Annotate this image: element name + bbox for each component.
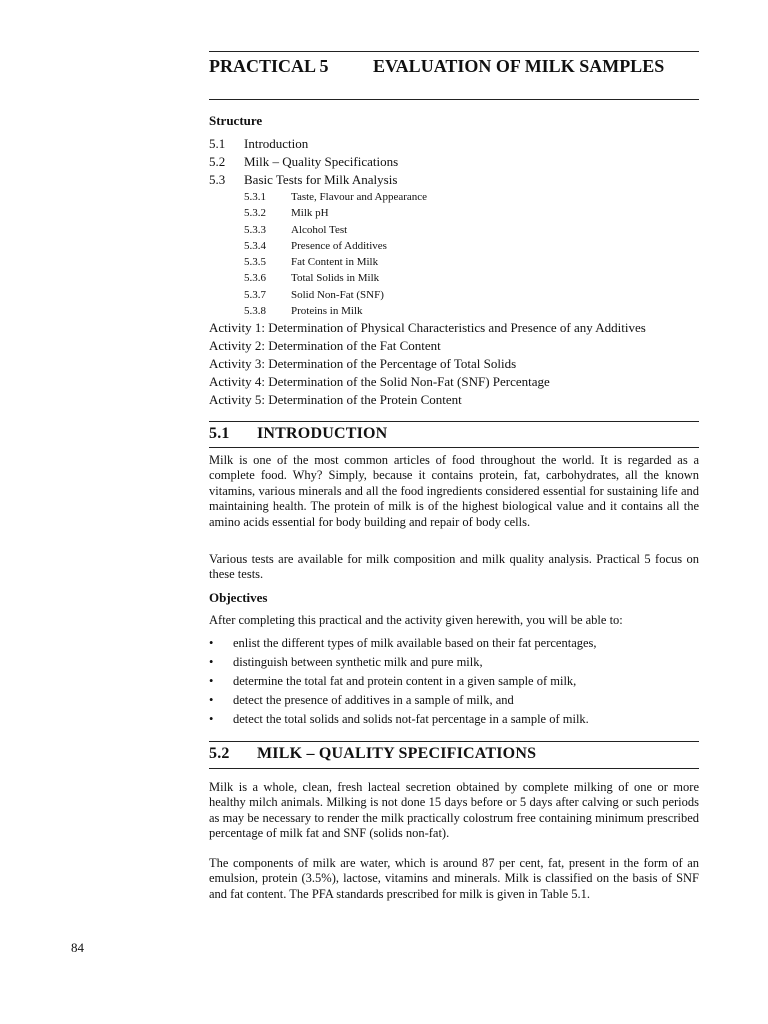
practical-number: PRACTICAL 5	[209, 56, 329, 76]
toc-subitem	[209, 189, 699, 205]
toc-activity: Activity 2: Determination of the Fat Content	[209, 338, 441, 354]
toc-sublabel: Taste, Flavour and Appearance	[291, 191, 428, 203]
toc-sublabel: Milk pH	[291, 207, 329, 220]
toc-activity: Activity 3: Determination of the Percentage of Total Solids	[209, 356, 517, 372]
objective-text: detect the presence of additives in a sample of milk, and	[233, 693, 514, 707]
bullet-icon: •	[209, 674, 214, 688]
quality-paragraph-2: The components of milk are water, which is around 87 per cent, fat, present in the form of an emulsion, protein (3.5%), lactose, vitamins and minerals. Milk is classified on the basis of SNF and fat content. The PFA standards prescribed for milk is given in Table 5.1.	[209, 856, 699, 901]
section-rule	[209, 421, 699, 422]
intro-paragraph-2: Various tests are available for milk composition and milk quality analysis. Practical 5 focus on these tests.	[209, 552, 699, 582]
toc-subnum: 5.3.5	[244, 256, 266, 269]
section-number: 5.2	[209, 745, 230, 762]
objective-text: detect the total solids and solids not-fat percentage in a sample of milk.	[233, 712, 589, 726]
section-rule	[209, 768, 699, 769]
section-title: MILK – QUALITY SPECIFICATIONS	[257, 745, 537, 762]
toc-activity: Activity 1: Determination of Physical Characteristics and Presence of any Additives	[209, 320, 646, 336]
section-rule	[209, 447, 699, 448]
toc-subnum: 5.3.2	[244, 207, 266, 220]
toc-subitem	[209, 303, 699, 319]
objectives-list	[209, 634, 699, 729]
toc-label: Milk – Quality Specifications	[244, 154, 399, 169]
toc-num: 5.3	[209, 172, 226, 187]
objectives-heading: Objectives	[209, 590, 268, 605]
toc-subitem	[209, 287, 699, 303]
toc-activity: Activity 4: Determination of the Solid Non-Fat (SNF) Percentage	[209, 374, 550, 390]
toc-subitem	[209, 205, 699, 221]
toc-subitem	[209, 222, 699, 238]
list-item	[209, 634, 699, 653]
section-number: 5.1	[209, 425, 230, 442]
toc-subnum: 5.3.4	[244, 239, 266, 252]
objective-text: distinguish between synthetic milk and pure milk,	[233, 655, 483, 669]
toc-subnum: 5.3.1	[244, 191, 266, 203]
structure-heading: Structure	[209, 113, 263, 128]
toc-subitem	[209, 238, 699, 254]
page-number: 84	[71, 940, 84, 955]
toc-sublabel: Alcohol Test	[291, 223, 348, 236]
bullet-icon: •	[209, 655, 214, 669]
toc-num: 5.2	[209, 154, 226, 169]
bullet-icon: •	[209, 636, 214, 650]
section-rule	[209, 741, 699, 742]
objective-text: enlist the different types of milk available based on their fat percentages,	[233, 636, 597, 650]
list-item	[209, 672, 699, 691]
toc-label: Introduction	[244, 136, 309, 151]
table-of-contents	[209, 135, 699, 409]
list-item	[209, 691, 699, 710]
toc-activity: Activity 5: Determination of the Protein Content	[209, 392, 462, 408]
intro-paragraph-1: Milk is one of the most common articles of food throughout the world. It is regarded as a complete food. Why? Simply, because it contains protein, fat, carbohydrates, all the known vitamins, various minerals and all the food ingredients considered essential for sustaining life and maintaining health. The protein of milk is of the highest biological value and it contains all the amino acids essential for body building and repair of body cells.	[209, 453, 699, 529]
quality-paragraph-1: Milk is a whole, clean, fresh lacteal secretion obtained by complete milking of one or more healthy milch animals. Milking is not done 15 days before or 5 days after calving or such periods as may be necessary to render the milk practically colostrum free containing minimum prescribed percentage of milk fat and SNF (solids non-fat).	[209, 780, 699, 841]
practical-heading: EVALUATION OF MILK SAMPLES	[373, 56, 665, 76]
bullet-icon: •	[209, 712, 214, 726]
toc-item	[209, 153, 699, 171]
section-title: INTRODUCTION	[257, 425, 388, 442]
toc-subitem	[209, 254, 699, 270]
toc-sublabel: Proteins in Milk	[291, 305, 363, 318]
title-rule	[209, 99, 699, 100]
toc-sublabel: Fat Content in Milk	[291, 256, 379, 269]
bullet-icon: •	[209, 693, 214, 707]
list-item	[209, 710, 699, 729]
toc-subnum: 5.3.3	[244, 223, 266, 236]
toc-item	[209, 135, 699, 153]
toc-sublabel: Solid Non-Fat (SNF)	[291, 288, 384, 301]
toc-label: Basic Tests for Milk Analysis	[244, 172, 398, 187]
objective-text: determine the total fat and protein content in a given sample of milk,	[233, 674, 577, 688]
toc-subitem	[209, 270, 699, 286]
toc-subnum: 5.3.7	[244, 288, 266, 301]
objectives-lead: After completing this practical and the activity given herewith, you will be able to:	[209, 613, 623, 627]
toc-num: 5.1	[209, 136, 226, 151]
toc-subnum: 5.3.8	[244, 305, 266, 318]
toc-sublabel: Total Solids in Milk	[291, 272, 380, 285]
list-item	[209, 653, 699, 672]
top-rule	[209, 51, 699, 52]
toc-subnum: 5.3.6	[244, 272, 266, 285]
toc-sublabel: Presence of Additives	[291, 239, 387, 252]
toc-item	[209, 171, 699, 189]
